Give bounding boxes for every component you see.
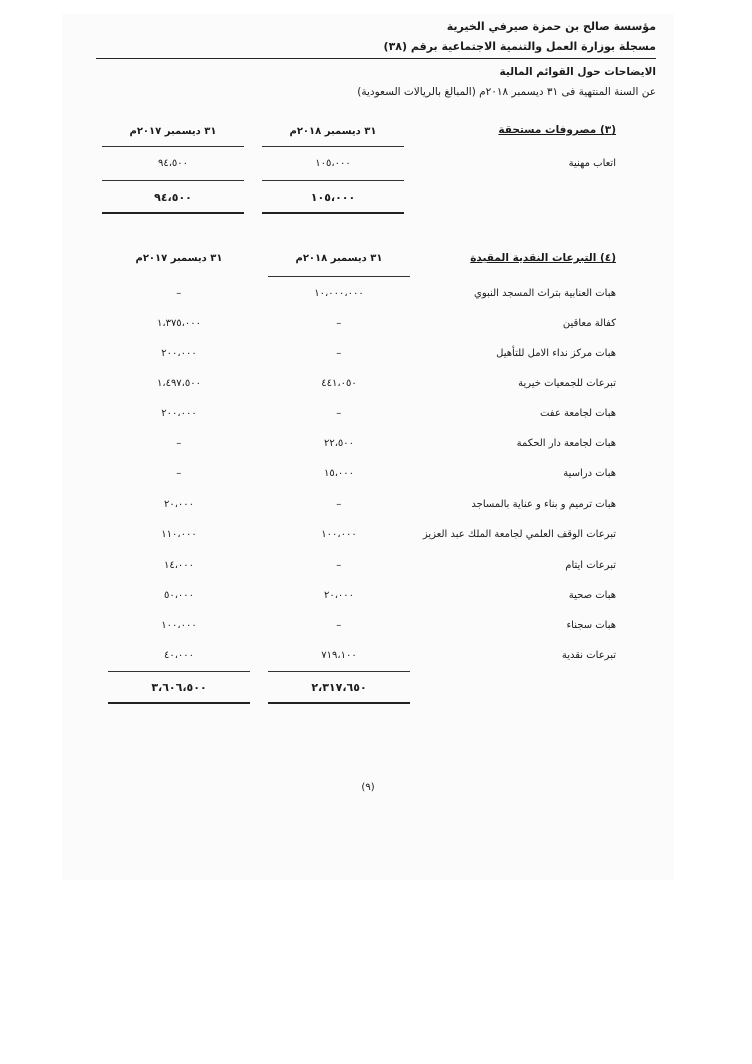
section4-subtotal-rule-2017 — [108, 671, 250, 672]
section3-total-2017: ٩٤،٥٠٠ — [154, 191, 192, 204]
page-number: (٩) — [361, 782, 375, 793]
section4-row-2017: ٢٠٠،٠٠٠ — [161, 408, 197, 419]
section4-row-label: تبرعات الوقف العلمي لجامعة الملك عبد العزيز — [422, 529, 616, 540]
section3-total-rule-2018 — [262, 212, 404, 214]
section4-total-rule-2018 — [268, 702, 410, 704]
section3-col-2017: ٣١ ديسمبر ٢٠١٧م — [129, 126, 217, 137]
section4-row-2017: ١٤،٠٠٠ — [163, 560, 195, 571]
section4-total-2018: ٢،٣١٧،٦٥٠ — [311, 681, 367, 694]
section4-total-2017: ٣،٦٠٦،٥٠٠ — [151, 681, 207, 694]
org-name: مؤسسة صالح بن حمزة صيرفي الخيرية — [446, 20, 656, 33]
period-line: عن السنة المنتهية فى ٣١ ديسمبر ٢٠١٨م (المبالغ بالريالات السعودية) — [357, 86, 656, 98]
section3-title: (٣) مصروفات مستحقة — [498, 124, 616, 136]
section4-row-label: تبرعات للجمعيات خيرية — [518, 378, 616, 389]
section4-row-2017: ١٠٠،٠٠٠ — [161, 620, 197, 631]
section4-row-2018: ٤٤١،٠٥٠ — [321, 378, 357, 389]
section4-row-2017: ١،٣٧٥،٠٠٠ — [156, 318, 202, 329]
section4-row-2017: – — [176, 288, 182, 299]
section3-total-rule-2017 — [102, 212, 244, 214]
section4-row-2018: – — [336, 620, 342, 631]
section3-row-2018: ١٠٥،٠٠٠ — [315, 158, 351, 169]
section4-total-rule-2017 — [108, 702, 250, 704]
section3-total-2018: ١٠٥،٠٠٠ — [310, 191, 356, 204]
section4-row-label: هبات لجامعة عفت — [539, 408, 616, 419]
section3-col-2018-rule — [262, 146, 404, 147]
section4-row-label: هبات مركز نداء الامل للتأهيل — [496, 348, 616, 359]
section4-col-2017: ٣١ ديسمبر ٢٠١٧م — [135, 253, 223, 264]
section4-row-label: تبرعات نقدية — [561, 650, 616, 661]
section4-row-2018: ٢٠،٠٠٠ — [323, 590, 355, 601]
registration-line: مسجلة بوزارة العمل والتنمية الاجتماعية برقم (٣٨) — [383, 40, 656, 53]
section4-row-label: هبات ترميم و بناء و عناية بالمساجد — [471, 499, 616, 510]
notes-title: الايضاحات حول القوائم المالية — [499, 66, 656, 78]
section3-col-2017-rule — [102, 146, 244, 147]
section4-row-2018: – — [336, 348, 342, 359]
section4-row-2018: – — [336, 318, 342, 329]
section4-col-2018: ٣١ ديسمبر ٢٠١٨م — [295, 253, 383, 264]
section4-row-2017: ٥٠،٠٠٠ — [163, 590, 195, 601]
section4-row-2017: – — [176, 438, 182, 449]
section4-row-2018: ٧١٩،١٠٠ — [321, 650, 357, 661]
section4-row-2018: ١٠٠،٠٠٠ — [321, 529, 357, 540]
section3-subtotal-rule-2017 — [102, 180, 244, 181]
section4-row-2018: – — [336, 499, 342, 510]
section3-col-2018: ٣١ ديسمبر ٢٠١٨م — [289, 126, 377, 137]
section4-row-label: هبات دراسية — [563, 468, 616, 479]
section4-title: (٤) التبرعات النقدية المقيدة — [470, 252, 616, 264]
section4-row-2017: ٤٠،٠٠٠ — [163, 650, 195, 661]
header-divider — [96, 58, 656, 59]
section4-row-label: كفالة معاقين — [562, 318, 616, 329]
section4-row-2017: ١١٠،٠٠٠ — [161, 529, 197, 540]
section4-col-2018-rule — [268, 276, 410, 277]
section4-row-label: هبات صحية — [568, 590, 616, 601]
section4-row-label: هبات لجامعة دار الحكمة — [516, 438, 616, 449]
section4-row-2018: ١٠،٠٠٠،٠٠٠ — [314, 288, 364, 299]
section3-subtotal-rule-2018 — [262, 180, 404, 181]
section4-row-2017: ١،٤٩٧،٥٠٠ — [156, 378, 202, 389]
section4-row-2018: – — [336, 560, 342, 571]
section4-row-label: هبات العنابية بتراث المسجد النبوي — [474, 288, 616, 299]
section4-row-2018: ١٥،٠٠٠ — [323, 468, 355, 479]
section4-row-2018: – — [336, 408, 342, 419]
section4-row-2018: ٢٢،٥٠٠ — [323, 438, 355, 449]
section4-row-label: هبات سجناء — [566, 620, 616, 631]
section3-row-2017: ٩٤،٥٠٠ — [157, 158, 189, 169]
section4-row-2017: – — [176, 468, 182, 479]
section3-row-label: اتعاب مهنية — [568, 158, 616, 169]
section4-row-label: تبرعات ايتام — [565, 560, 616, 571]
section4-subtotal-rule-2018 — [268, 671, 410, 672]
section4-row-2017: ٢٠٠،٠٠٠ — [161, 348, 197, 359]
section4-row-2017: ٢٠،٠٠٠ — [163, 499, 195, 510]
